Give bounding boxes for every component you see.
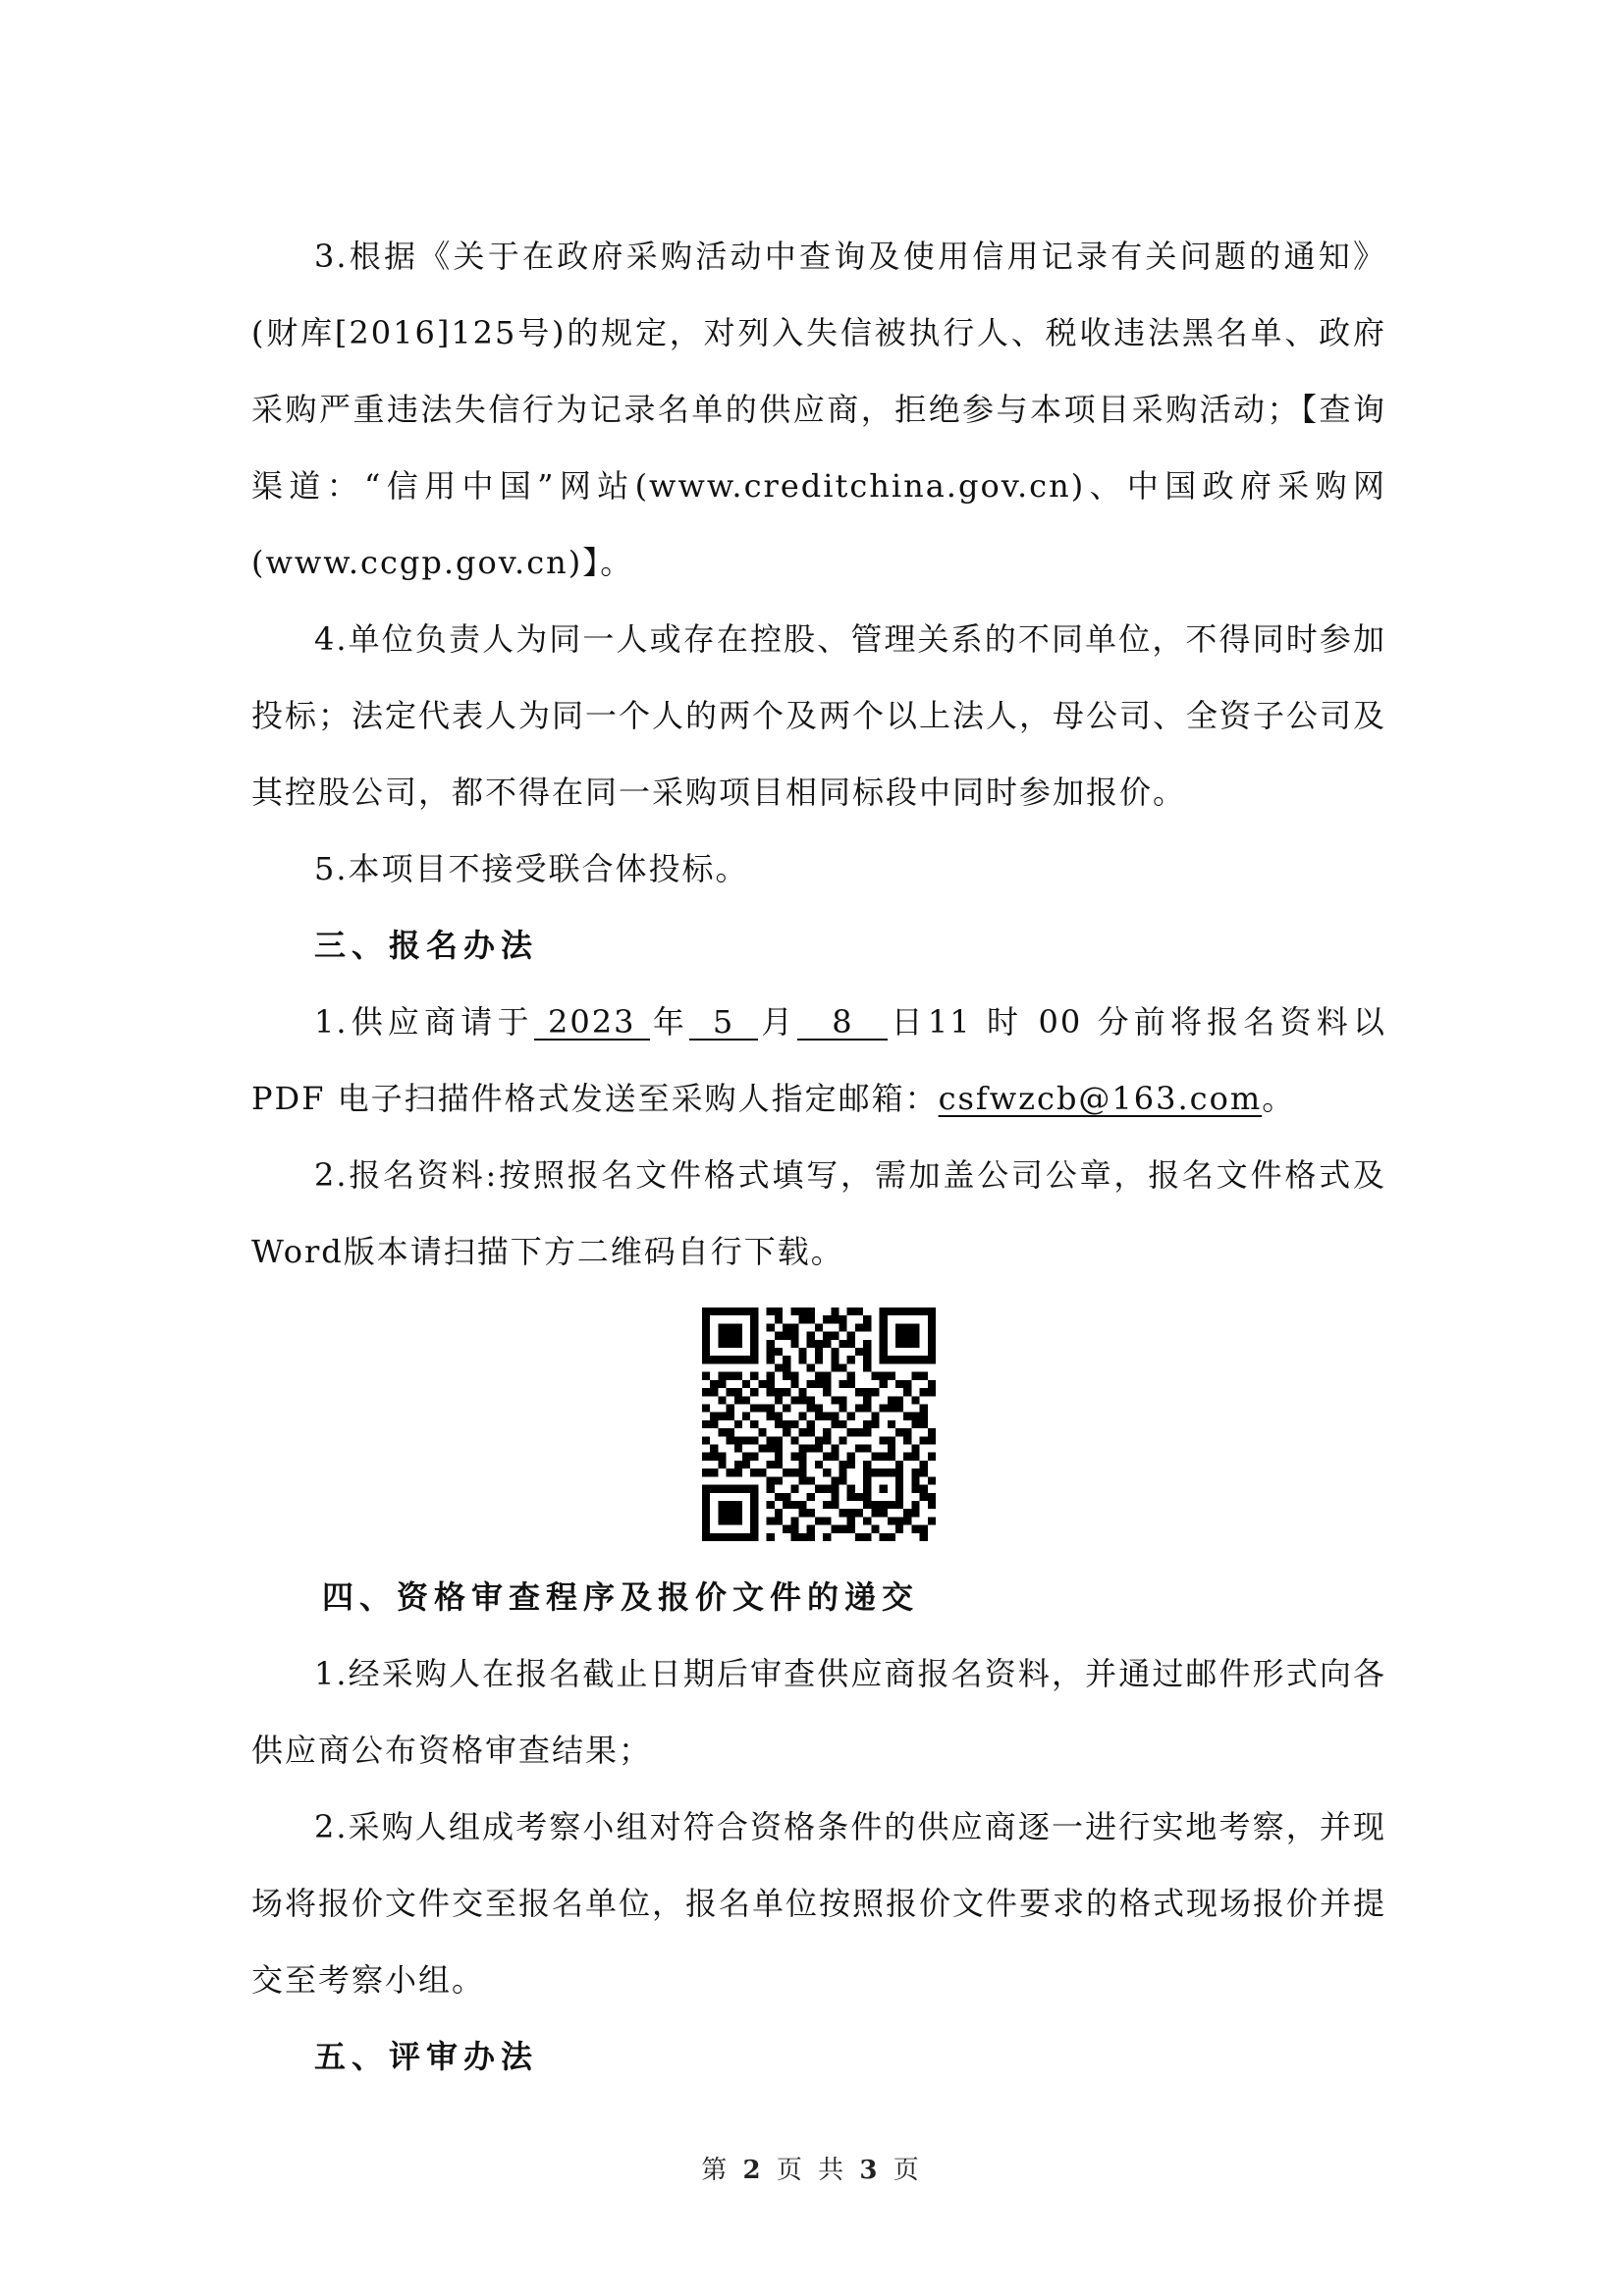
paragraph-site-inspection: 2.采购人组成考察小组对符合资格条件的供应商逐一进行实地考察，并现场将报价文件交至报名单位，报名单位按照报价文件要求的格式现场报价并提交至考察小组。 [251, 1808, 1387, 1999]
deadline-end: 。 [1262, 1080, 1296, 1117]
paragraph-registration-deadline [251, 984, 1386, 1137]
paragraph-credit-check: 3.根据《关于在政府采购活动中查询及使用信用记录有关问题的通知》(财库[2016]125号)的规定，对列入失信被执行人、税收违法黑名单、政府采购严重违法失信行为记录名单的供应商，拒绝参与本项目采购活动；【查询渠道：“信用中国”网站(www.creditchina.gov.cn)、中国政府采购网(www.ccgp.gov.cn)】。 [251, 238, 1386, 581]
total-page-number: 3 [859, 2156, 882, 2185]
paragraph-no-consortium: 5.本项目不接受联合体投标。 [314, 850, 749, 887]
deadline-year-unit: 年 [649, 1003, 690, 1041]
paragraph-registration-materials: 2.报名资料:按照报名文件格式填写，需加盖公司公章，报名文件格式及Word版本请扫描下方二维码自行下载。 [251, 1156, 1386, 1270]
page-footer [0, 2150, 1624, 2186]
deadline-month: 5 [689, 1005, 758, 1041]
deadline-rest: 日11 时 00 分前将报名资料以 PDF 电子扫描件格式发送至采购人指定邮箱： [251, 1003, 1386, 1117]
qr-code-icon[interactable] [702, 1308, 936, 1541]
deadline-day: 8 [797, 1005, 888, 1041]
deadline-year: 2023 [534, 1005, 650, 1041]
section-heading-evaluation: 五、评审办法 [314, 2038, 539, 2075]
paragraph-qualification-review: 1.经采购人在报名截止日期后审查供应商报名资料，并通过邮件形式向各供应商公布资格审查结果； [251, 1655, 1386, 1769]
section-heading-qualification: 四、资格审查程序及报价文件的递交 [322, 1578, 920, 1616]
footer-prefix: 第 [701, 2156, 731, 2185]
current-page-number: 2 [742, 2156, 765, 2185]
section-heading-registration: 三、报名办法 [314, 927, 539, 964]
qr-code-container [251, 1290, 1386, 1559]
footer-suffix: 页 [893, 2156, 923, 2185]
deadline-month-unit: 月 [758, 1003, 798, 1041]
paragraph-affiliation-rule: 4.单位负责人为同一人或存在控股、管理关系的不同单位，不得同时参加投标；法定代表人为同一个人的两个及两个以上法人，母公司、全资子公司及其控股公司，都不得在同一采购项目相同标段中同时参加报价。 [251, 620, 1387, 811]
footer-middle: 页 共 [776, 2156, 848, 2185]
registration-email-link[interactable]: csfwzcb@163.com [938, 1080, 1263, 1117]
page-body [251, 218, 1386, 2095]
deadline-prefix: 1.供应商请于 [314, 1003, 534, 1041]
